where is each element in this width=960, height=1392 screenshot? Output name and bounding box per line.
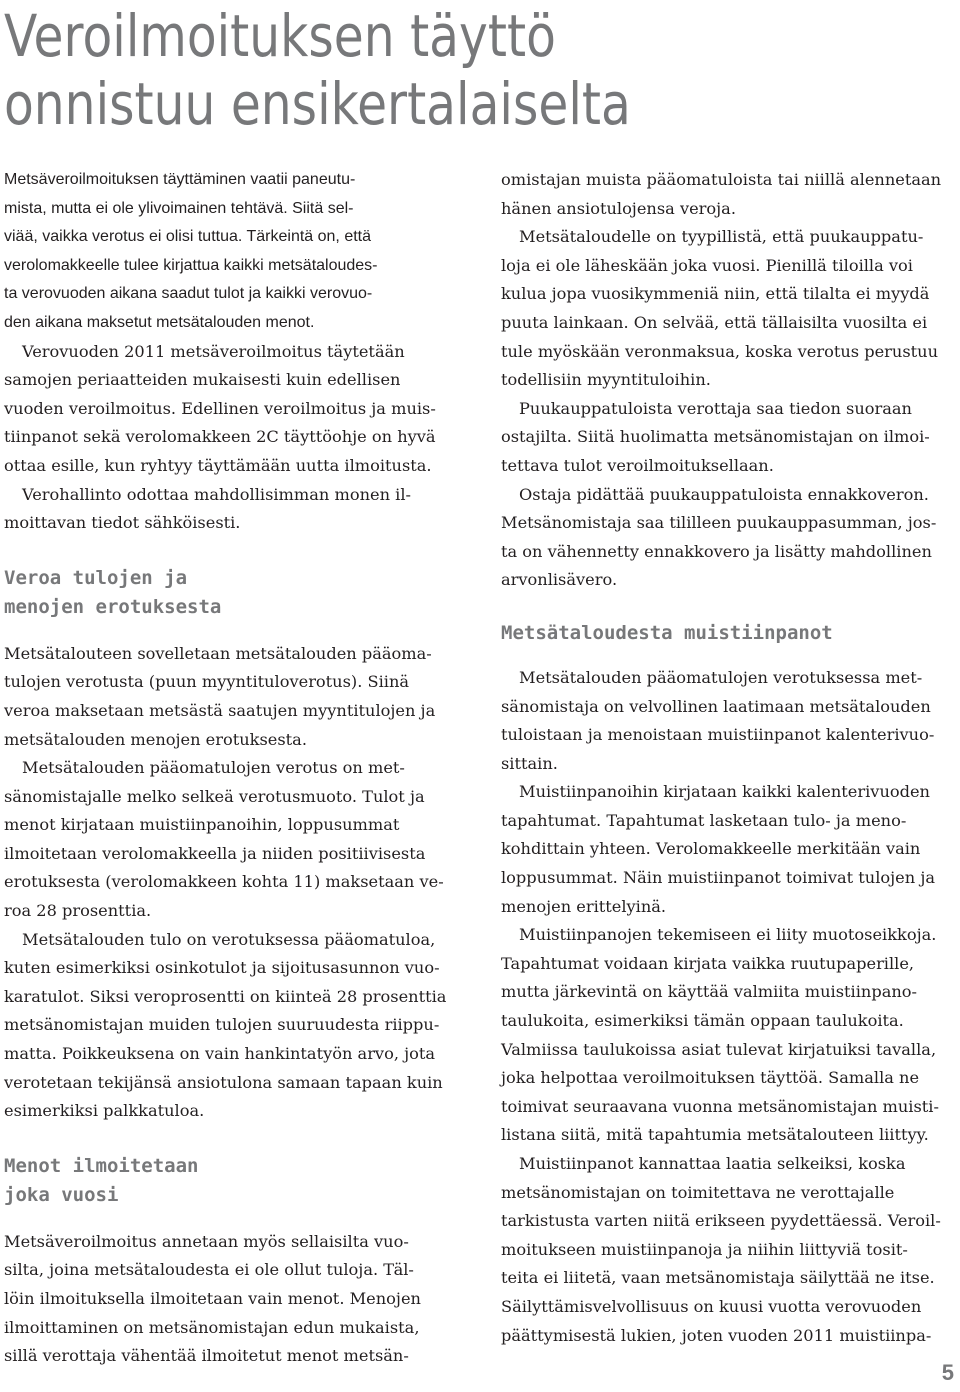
- body-paragraph: Ostaja pidättää puukauppatuloista ennakkoveron. Metsänomistaja saa tililleen puukauppasumman, jos- ta on vähennetty ennakkovero ja lisätty mahdollinen arvonlisävero.: [501, 484, 937, 590]
- section-heading-muistiinpanot: Metsätaloudesta muistiinpanot: [501, 621, 833, 644]
- body-paragraph: Muistiinpanojen tekemiseen ei liity muotoseikkoja. Tapahtumat voidaan kirjata vaikka ruutupaperille, mutta järkevintä on käyttää valmiita muistiinpano- taulukoita, esimerkiksi tämän oppaan taulukoita. Valmiissa taulukoissa asiat tulevat kirjatuiksi tavalla, joka helpottaa veroilmoituksen täyttöä. Samalla ne toimivat seuraavana vuonna metsänomistajan muisti- listana siitä, mitä tapahtumia metsätalouteen liittyy.: [501, 925, 939, 1145]
- body-paragraph: Verovuoden 2011 metsäveroilmoitus täytetään samojen periaatteiden mukaisesti kuin edellisen vuoden veroilmoitus. Edellinen veroilmoitus ja muis- tiinpanot sekä verolomakkeen 2C täyttöohje on hyvä ottaa esille, kun ryhtyy täyttämään uutta ilmoitusta.: [4, 341, 436, 475]
- body-paragraph: Verohallinto odottaa mahdollisimman monen il- moittavan tiedot sähköisesti.: [4, 484, 411, 533]
- body-paragraph: Metsätalouden pääomatulojen verotus on met- sänomistajalle melko selkeä verotusmuoto. Tulot ja menot kirjataan muistiinpanoihin, loppusummat ilmoitetaan verolomakkeella ja niiden positiivisesta erotuksesta (verolomakkeen kohta 11) maksetaan ve- roa 28 prosenttia.: [4, 758, 444, 921]
- body-paragraph: Metsätaloudelle on tyypillistä, että puukauppatu- loja ei ole läheskään joka vuosi. Pienillä tiloilla voi kulua jopa vuosikymmeniä niin, että tilalta ei myydä puuta lainkaan. On selvää, että tällaisilta vuosilta ei tule myöskään veronmaksua, koska verotus perustuu todellisiin myyntituloihin.: [501, 227, 939, 390]
- lead-paragraph: Metsäveroilmoituksen täyttäminen vaatii paneutu- mista, mutta ei ole ylivoimainen tehtävä. Siitä sel- viää, vaikka verotus ei olisi tuttua. Tärkeintä on, että verolomakkeelle tulee kirjattua kaikki metsätaloudes- ta verovuoden aikana saadut tulot ja kaikki verovuo- den aikana maksetut metsätalouden menot.: [4, 171, 378, 331]
- body-paragraph: Muistiinpanot kannattaa laatia selkeiksi, koska metsänomistajan on toimitettava ne verottajalle tarkistusta varten niitä erikseen pyydettäessä. Veroil- moitukseen muistiinpanoja ja niihin liittyviä tosit- teita ei liitetä, vaan metsänomistaja säilyttää ne itse. Säilyttämisvelvollisuus on kuusi vuotta verovuoden päättymisestä lukien, joten vuoden 2011 muistiinpa-: [501, 1154, 941, 1345]
- right-column: [501, 166, 953, 1350]
- page-number: 5: [941, 1360, 954, 1385]
- section-heading-veroa: Veroa tulojen ja menojen erotuksesta: [4, 566, 222, 618]
- body-paragraph: Muistiinpanoihin kirjataan kaikki kalenterivuoden tapahtumat. Tapahtumat lasketaan tulo- ja meno- kohdittain yhteen. Verolomakkeelle merkitään vain loppusummat. Näin muistiinpanot toimivat tulojen ja menojen erittelyinä.: [501, 782, 935, 916]
- body-paragraph: Metsätalouteen sovelletaan metsätalouden pääoma- tulojen verotusta (puun myyntituloverotus). Siinä veroa maksetaan metsästä saatujen myyntitulojen ja metsätalouden menojen erotuksesta.: [4, 643, 436, 749]
- left-column: [4, 166, 452, 1371]
- page-title: Veroilmoituksen täyttö onnistuu ensikertalaiselta: [4, 2, 631, 138]
- body-paragraph: Metsätalouden tulo on verotuksessa pääomatuloa, kuten esimerkiksi osinkotulot ja sijoitusasunnon vuo- karatulot. Siksi veroprosentti on kiinteä 28 prosenttia metsänomistajan muiden tulojen suuruudesta riippu- matta. Poikkeuksena on vain hankintatyön arvo, jota verotetaan tekijänsä ansiotulona samaan tapaan kuin esimerkiksi palkkatuloa.: [4, 929, 447, 1121]
- section-heading-menot: Menot ilmoitetaan joka vuosi: [4, 1154, 199, 1206]
- body-paragraph: omistajan muista pääomatuloista tai niillä alennetaan hänen ansiotulojensa veroja.: [501, 170, 942, 218]
- body-paragraph: Metsätalouden pääomatulojen verotuksessa met- sänomistaja on velvollinen laatimaan metsätalouden tuloistaan ja menoistaan muistiinpanot kalenterivuo- sittain.: [501, 667, 935, 773]
- body-paragraph: Puukauppatuloista verottaja saa tiedon suoraan ostajilta. Siitä huolimatta metsänomistajan on ilmoi- tettava tulot veroilmoituksellaan.: [501, 398, 930, 475]
- body-paragraph: Metsäveroilmoitus annetaan myös sellaisilta vuo- silta, joina metsätaloudesta ei ole ollut tuloja. Täl- löin ilmoituksella ilmoitetaan vain menot. Menojen ilmoittaminen on metsänomistajan edun mukaista, sillä verottaja vähentää ilmoitetut menot metsän-: [4, 1231, 421, 1366]
